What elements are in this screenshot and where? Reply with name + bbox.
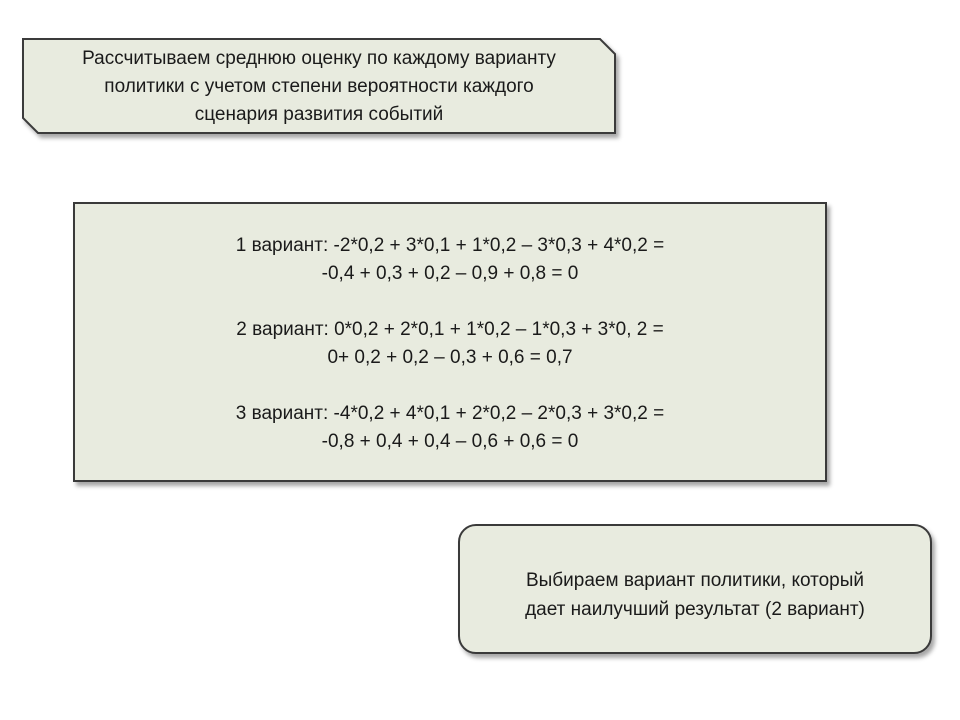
calculations-text — [75, 232, 825, 456]
conclusion-text — [460, 566, 930, 624]
intro-line-2: политики с учетом степени вероятности каждого — [104, 76, 534, 97]
intro-line-3: сценария развития событий — [194, 104, 444, 125]
conclusion-line-2: дает наилучший результат (2 вариант) — [525, 599, 865, 620]
variant-2-line-1: 2 вариант: 0*0,2 + 2*0,1 + 1*0,2 – 1*0,3 + 3*0, 2 = — [236, 319, 664, 340]
intro-text — [32, 45, 606, 129]
variant-2-line-2: 0+ 0,2 + 0,2 – 0,3 + 0,6 = 0,7 — [327, 347, 573, 368]
variant-1-line-2: -0,4 + 0,3 + 0,2 – 0,9 + 0,8 = 0 — [321, 263, 579, 284]
variant-1-line-1: 1 вариант: -2*0,2 + 3*0,1 + 1*0,2 – 3*0,3 + 4*0,2 = — [235, 235, 665, 256]
conclusion-line-1: Выбираем вариант политики, который — [525, 570, 865, 591]
variant-3-line-2: -0,8 + 0,4 + 0,4 – 0,6 + 0,6 = 0 — [321, 431, 579, 452]
intro-box — [22, 38, 616, 134]
calculations-box — [73, 202, 827, 482]
intro-line-1: Рассчитываем среднюю оценку по каждому варианту — [82, 48, 556, 69]
variant-3-line-1: 3 вариант: -4*0,2 + 4*0,1 + 2*0,2 – 2*0,3 + 3*0,2 = — [235, 403, 665, 424]
spacer — [75, 372, 825, 400]
conclusion-box — [458, 524, 932, 654]
spacer — [75, 288, 825, 316]
